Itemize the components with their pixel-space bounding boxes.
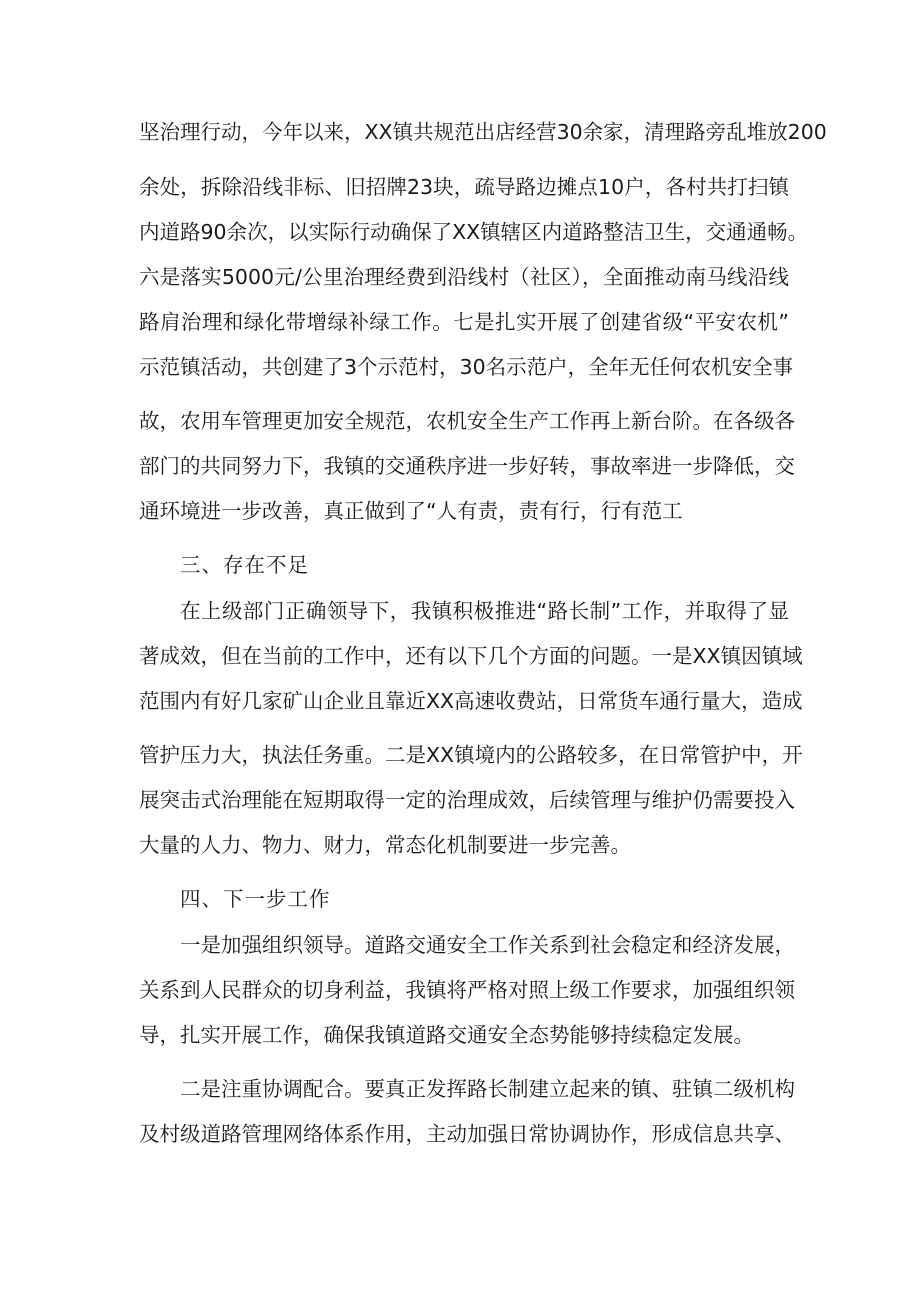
- section-heading-shortcomings: 三、存在不足: [180, 553, 309, 577]
- body-text-line: 及村级道路管理网络体系作用，主动加强日常协调协作，形成信息共享、: [139, 1122, 795, 1146]
- body-text-line: 示范镇活动，共创建了3个示范村，30名示范户，全年无任何农机安全事: [139, 355, 794, 379]
- body-text-line: 一是加强组织领导。道路交通安全工作关系到社会稳定和经济发展，: [180, 933, 795, 957]
- body-text-line: 通环境进一步改善，真正做到了“人有责，责有行，行有范工: [139, 499, 683, 523]
- body-text-line: 关系到人民群众的切身利益，我镇将严格对照上级工作要求，加强组织领: [139, 978, 795, 1002]
- body-text-line: 坚治理行动，今年以来，XX镇共规范出店经营30余家，清理路旁乱堆放200: [139, 120, 827, 144]
- body-text-line: 路肩治理和绿化带增绿补绿工作。七是扎实开展了创建省级“平安农机”: [139, 310, 789, 334]
- section-heading-next-steps: 四、下一步工作: [180, 887, 331, 911]
- body-text-line: 二是注重协调配合。要真正发挥路长制建立起来的镇、驻镇二级机构: [180, 1077, 795, 1101]
- body-text-line: 导，扎实开展工作，确保我镇道路交通安全态势能够持续稳定发展。: [139, 1023, 754, 1047]
- body-text-line: 在上级部门正确领导下，我镇积极推进“路长制”工作，并取得了显: [180, 599, 789, 623]
- body-text-line: 大量的人力、物力、财力，常态化机制要进一步完善。: [139, 833, 631, 857]
- body-text-line: 管护压力大，执法任务重。二是XX镇境内的公路较多，在日常管护中，开: [139, 743, 803, 767]
- body-text-line: 部门的共同努力下，我镇的交通秩序进一步好转，事故率进一步降低，交: [139, 454, 795, 478]
- body-text-line: 内道路90余次，以实际行动确保了XX镇辖区内道路整洁卫生，交通通畅。: [139, 220, 809, 244]
- body-text-line: 范围内有好几家矿山企业且靠近XX高速收费站，日常货车通行量大，造成: [139, 689, 803, 713]
- body-text-line: 六是落实5000元/公里治理经费到沿线村（社区），全面推动南马线沿线: [139, 265, 789, 289]
- body-text-line: 余处，拆除沿线非标、旧招牌23块，疏导路边摊点10户，各村共打扫镇: [139, 175, 789, 199]
- body-text-line: 著成效，但在当前的工作中，还有以下几个方面的问题。一是XX镇因镇域: [139, 644, 803, 668]
- body-text-line: 展突击式治理能在短期取得一定的治理成效，后续管理与维护仍需要投入: [139, 788, 795, 812]
- body-text-line: 故，农用车管理更加安全规范，农机安全生产工作再上新台阶。在各级各: [139, 409, 795, 433]
